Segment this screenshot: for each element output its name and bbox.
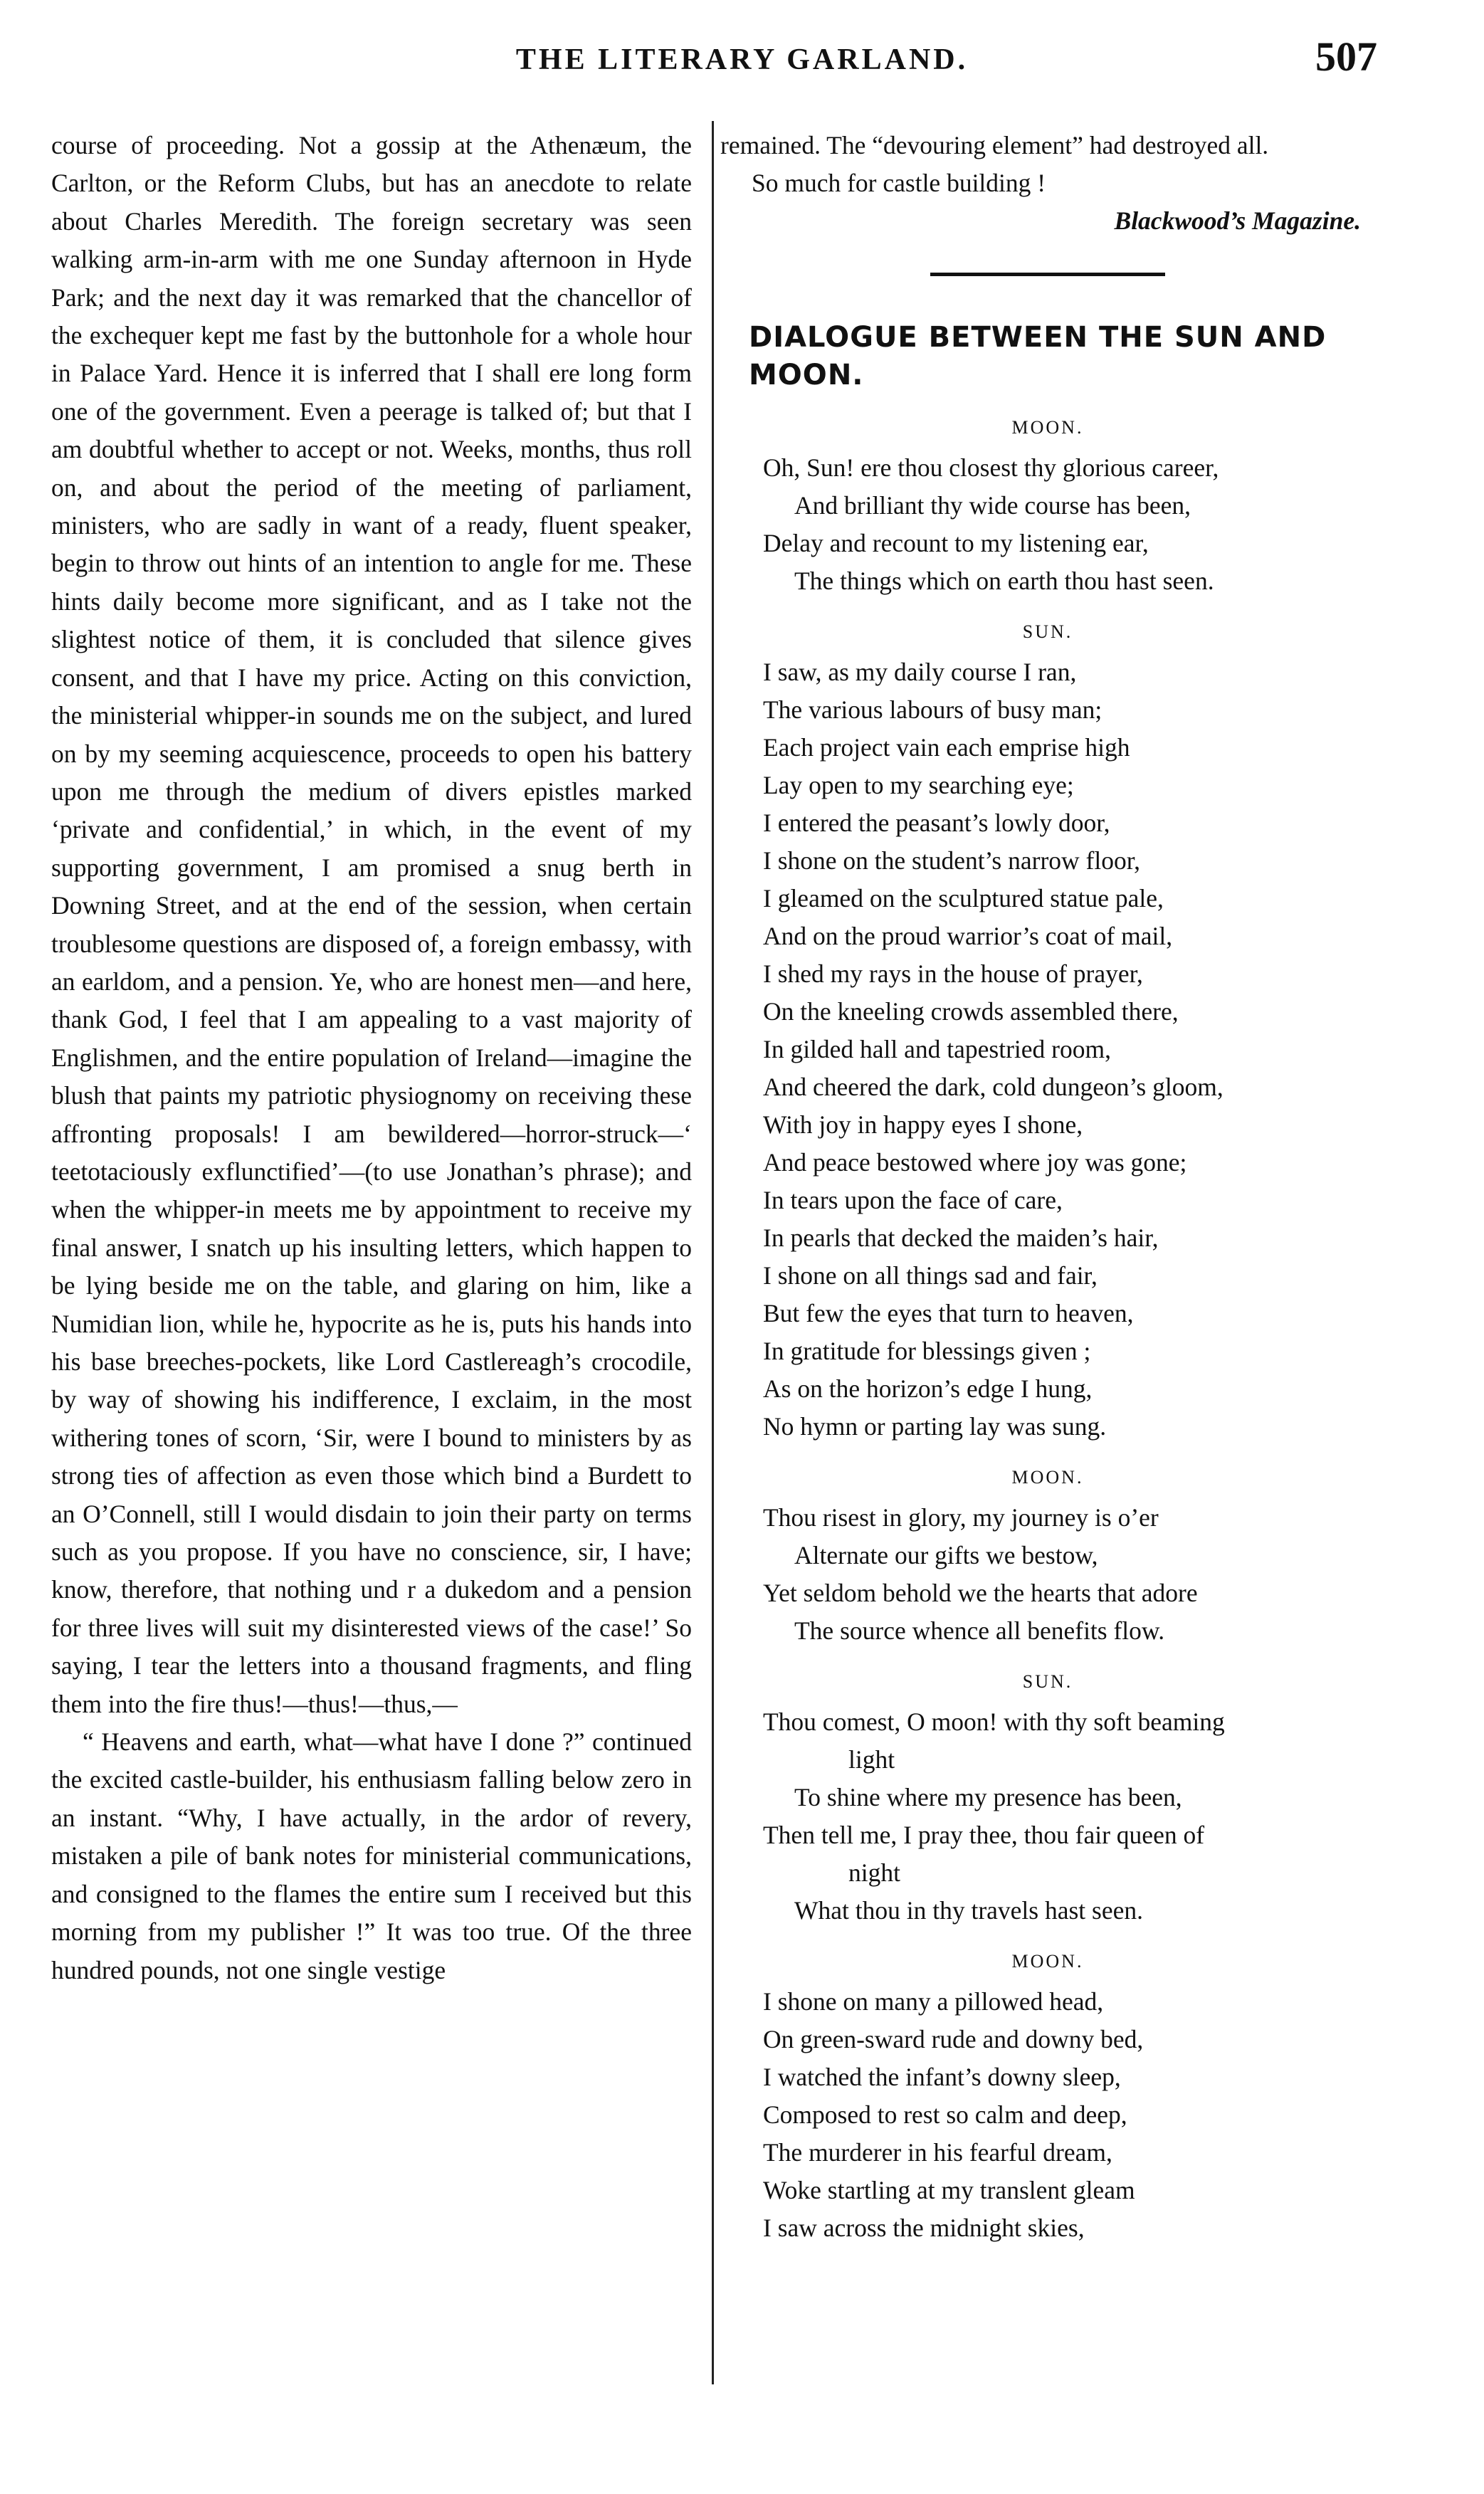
speaker-label: MOON. (1011, 1467, 1084, 1488)
closing-line: So much for castle building ! (752, 169, 1046, 197)
stanza-block (720, 1663, 1375, 1930)
verse-line: In gratitude for blessings given ; (763, 1337, 1091, 1365)
verse-line: And cheered the dark, cold dungeon’s gloom, (763, 1073, 1223, 1101)
verse-line: Yet seldom behold we the hearts that adore (763, 1579, 1198, 1607)
verse-line: I shed my rays in the house of prayer, (763, 959, 1143, 988)
verse-line: I watched the infant’s downy sleep, (763, 2063, 1121, 2091)
paragraph: remained. The “devouring element” had destroyed all. (720, 131, 1269, 159)
right-column (720, 127, 1375, 2260)
verse-line: I shone on many a pillowed head, (763, 1987, 1104, 2016)
speaker-label: SUN. (1022, 1671, 1073, 1692)
verse-line: I saw, as my daily course I ran, (763, 658, 1077, 686)
stanza-block (720, 613, 1375, 1446)
page-header (0, 33, 1484, 100)
stanza-block (720, 1458, 1375, 1650)
verse-line: On green-sward rude and downy bed, (763, 2025, 1144, 2053)
speaker-label: SUN. (1022, 621, 1073, 642)
verse-line: Each project vain each emprise high (763, 733, 1130, 762)
stanza (763, 653, 1375, 1446)
verse-line: In tears upon the face of care, (763, 1186, 1063, 1214)
verse-line: But few the eyes that turn to heaven, (763, 1299, 1134, 1327)
stanza (763, 449, 1375, 600)
verse-line: The source whence all benefits flow. (794, 1616, 1165, 1645)
verse-line: Oh, Sun! ere thou closest thy glorious career, (763, 453, 1219, 482)
verse-line: In pearls that decked the maiden’s hair, (763, 1224, 1159, 1252)
verse-line: With joy in happy eyes I shone, (763, 1110, 1083, 1139)
verse-line: No hymn or parting lay was sung. (763, 1412, 1107, 1441)
section-divider (930, 273, 1165, 276)
verse-line: And peace bestowed where joy was gone; (763, 1148, 1187, 1177)
verse-line: The things which on earth thou hast seen. (794, 567, 1214, 595)
stanza (763, 1499, 1375, 1650)
verse-line: Thou comest, O moon! with thy soft beaming (763, 1708, 1225, 1736)
column-divider (712, 121, 714, 2384)
stanza-block (720, 409, 1375, 600)
verse-line: I gleamed on the sculptured statue pale, (763, 884, 1164, 912)
verse-line: Lay open to my searching eye; (763, 771, 1074, 799)
verse-line: Composed to rest so calm and deep, (763, 2100, 1127, 2129)
verse-line: night (848, 1858, 900, 1887)
verse-line: I shone on the student’s narrow floor, (763, 846, 1140, 875)
verse-line: I saw across the midnight skies, (763, 2214, 1085, 2242)
verse-line: light (848, 1745, 895, 1774)
verse-line: Thou risest in glory, my journey is o’er (763, 1503, 1159, 1532)
verse-line: On the kneeling crowds assembled there, (763, 997, 1179, 1026)
verse-line: I shone on all things sad and fair, (763, 1261, 1098, 1290)
verse-line: What thou in thy travels hast seen. (794, 1896, 1143, 1925)
verse-line: Woke startling at my translent gleam (763, 2176, 1135, 2204)
stanza (763, 1983, 1375, 2247)
article-title: DIALOGUE BETWEEN THE SUN AND MOON. (749, 321, 1327, 391)
left-column (51, 127, 692, 1989)
verse-line: Then tell me, I pray thee, thou fair queen of (763, 1821, 1205, 1849)
verse-line: The various labours of busy man; (763, 695, 1103, 724)
page-number: 507 (1315, 33, 1377, 80)
stanza-block (720, 1942, 1375, 2247)
verse-line: I entered the peasant’s lowly door, (763, 809, 1110, 837)
verse-line: And brilliant thy wide course has been, (794, 491, 1191, 520)
verse-line: The murderer in his fearful dream, (763, 2138, 1112, 2167)
running-head: THE LITERARY GARLAND. (515, 43, 969, 76)
paragraph: “ Heavens and earth, what—what have I done ?” continued the excited castle-builder, his enthusiasm falling below zero in an instant. “Why, I have actually, in the ardor of revery, mistaken a pile of bank notes for ministerial communications, and consigned to the flames the entire sum I received but this morning from my publisher !” It was too true. Of the three hundred pounds, not one single vestige (51, 1727, 692, 1984)
speaker-label: MOON. (1011, 417, 1084, 438)
stanza (763, 1703, 1375, 1930)
speaker-label: MOON. (1011, 1951, 1084, 1972)
verse-line: And on the proud warrior’s coat of mail, (763, 922, 1173, 950)
verse-line: To shine where my presence has been, (794, 1783, 1182, 1811)
verse-line: In gilded hall and tapestried room, (763, 1035, 1111, 1063)
attribution: Blackwood’s Magazine. (1114, 206, 1361, 235)
verse-line: As on the horizon’s edge I hung, (763, 1374, 1093, 1403)
paragraph: course of proceeding. Not a gossip at the Athenæum, the Carlton, or the Reform Clubs, but has an anecdote to relate about Charles Meredith. The foreign secretary was seen walking arm-in-arm with me one Sunday afternoon in Hyde Park; and the next day it was remarked that the chancellor of the exchequer kept me fast by the buttonhole for a whole hour in Palace Yard. Hence it is inferred that I shall ere long form one of the government. Even a peerage is talked of; but that I am doubtful whether to accept or not. Weeks, months, thus roll on, and about the period of the meeting of parliament, ministers, who are sadly in want of a ready, fluent speaker, begin to throw out hints of an intention to angle for me. These hints daily become more significant, and as I take not the slightest notice of them, it is concluded that silence gives consent, and that I have my price. Acting on this conviction, the ministerial whipper-in sounds me on the subject, and lured on by my seeming acquiescence, proceeds to open his battery upon me through the medium of divers epistles marked ‘private and confidential,’ in which, in the event of my supporting government, I am promised a snug berth in Downing Street, and at the end of the session, when certain troublesome questions are disposed of, a foreign embassy, with an earldom, and a pension. Ye, who are honest men—and here, thank God, I feel that I am appealing to a vast majority of Englishmen, and the entire population of Ireland—imagine the blush that paints my patriotic physiognomy on receiving these affronting proposals! I am bewildered—horror-struck—‘ teetotaciously exflunctified’—(to use Jonathan’s phrase); and when the whipper-in meets me by appointment to receive my final answer, I snatch up his insulting letters, which happen to be lying beside me on the table, and glaring on him, like a Numidian lion, while he, hypocrite as he is, puts his hands into his base breeches-pockets, like Lord Castlereagh’s crocodile, by way of showing his indifference, I exclaim, in the most withering tones of scorn, ‘Sir, were I bound to ministers by as strong ties of affection as even those which bind a Burdett to an O’Connell, still I would disdain to join their party on terms such as you propose. If you have no conscience, sir, I have; know, therefore, that nothing und r a dukedom and a pension for three lives will suit my disinterested views of the case!’ So saying, I tear the letters into a thousand fragments, and fling them into the fire thus!—thus!—thus,— (51, 131, 692, 1718)
verse-line: Alternate our gifts we bestow, (794, 1541, 1098, 1569)
verse-line: Delay and recount to my listening ear, (763, 529, 1149, 557)
